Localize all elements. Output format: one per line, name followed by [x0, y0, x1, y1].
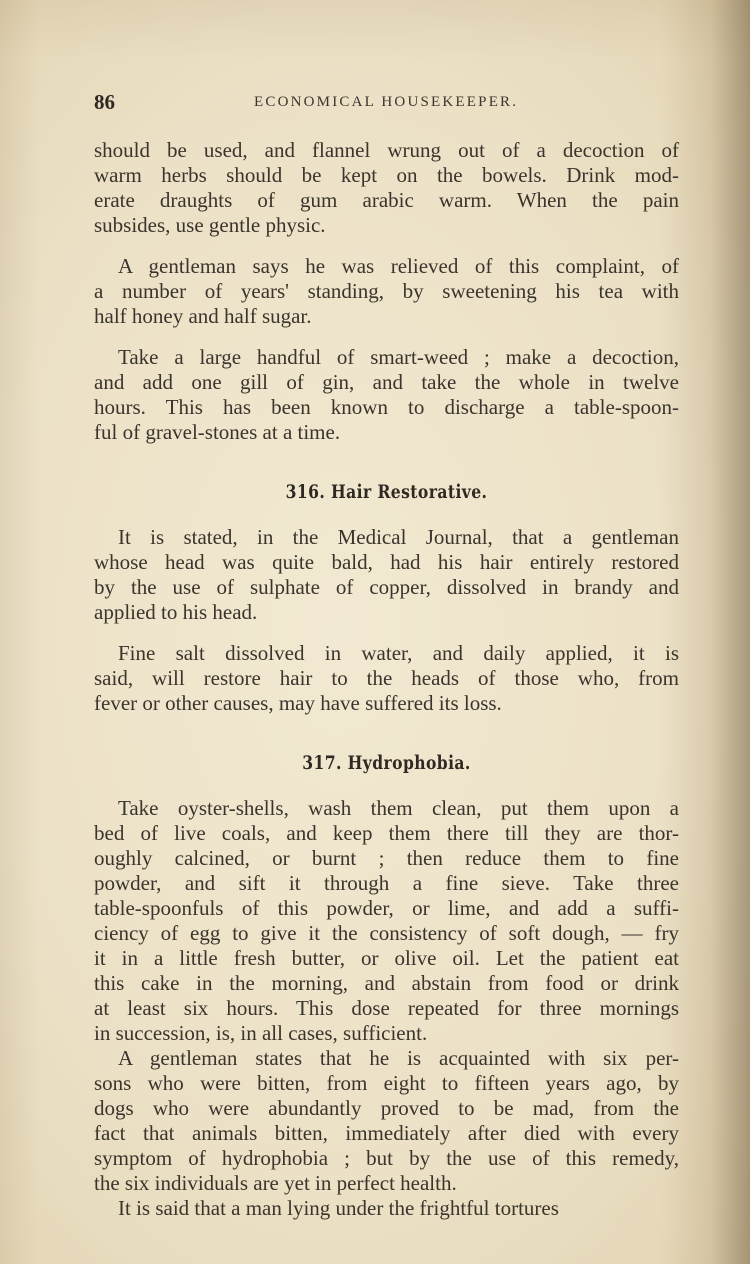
paragraph	[94, 1046, 679, 1196]
paragraph	[94, 1196, 679, 1221]
text-line: ciency of egg to give it the consistency of soft dough, — fry	[94, 921, 679, 945]
text-line: A gentleman states that he is acquainted with six per-	[118, 1046, 679, 1070]
text-line: Take a large handful of smart-weed ; make a decoction,	[118, 345, 679, 369]
running-head	[94, 90, 679, 118]
text-line: table-spoonfuls of this powder, or lime, and add a suffi-	[94, 896, 679, 920]
text-line: this cake in the morning, and abstain from food or drink	[94, 971, 679, 995]
text-line: Fine salt dissolved in water, and daily applied, it is	[118, 641, 679, 665]
section-heading: 317. Hydrophobia.	[302, 752, 471, 774]
text-line: applied to his head.	[94, 600, 258, 624]
text-line: It is stated, in the Medical Journal, that a gentleman	[118, 525, 679, 549]
text-line: oughly calcined, or burnt ; then reduce them to fine	[94, 846, 679, 870]
text-line: it in a little fresh butter, or olive oil. Let the patient eat	[94, 946, 679, 970]
text-line: powder, and sift it through a fine sieve. Take three	[94, 871, 679, 895]
page-body	[94, 138, 679, 1221]
text-line: said, will restore hair to the heads of those who, from	[94, 666, 679, 690]
text-line: whose head was quite bald, had his hair entirely restored	[94, 550, 679, 574]
text-line: subsides, use gentle physic.	[94, 213, 326, 237]
text-line: half honey and half sugar.	[94, 304, 312, 328]
text-line: should be used, and flannel wrung out of a decoction of	[94, 138, 679, 162]
text-line: at least six hours. This dose repeated for three mornings	[94, 996, 679, 1020]
paragraph	[94, 641, 679, 716]
running-title: ECONOMICAL HOUSEKEEPER.	[254, 94, 519, 110]
section-heading: 316. Hair Restorative.	[285, 481, 488, 503]
text-line: erate draughts of gum arabic warm. When the pain	[94, 188, 679, 212]
text-line: by the use of sulphate of copper, dissolved in brandy and	[94, 575, 679, 599]
text-line: warm herbs should be kept on the bowels. Drink mod-	[94, 163, 679, 187]
text-line: sons who were bitten, from eight to fifteen years ago, by	[94, 1071, 679, 1095]
text-line: fever or other causes, may have suffered its loss.	[94, 691, 502, 715]
paragraph	[94, 525, 679, 625]
page-number: 86	[94, 90, 115, 114]
text-line: dogs who were abundantly proved to be mad, from the	[94, 1096, 679, 1120]
paragraph	[94, 138, 679, 238]
text-line: and add one gill of gin, and take the whole in twelve	[94, 370, 679, 394]
paragraph	[94, 345, 679, 445]
text-line: It is said that a man lying under the frightful tortures	[118, 1196, 559, 1220]
text-line: ful of gravel-stones at a time.	[94, 420, 341, 444]
text-line: symptom of hydrophobia ; but by the use of this remedy,	[94, 1146, 679, 1170]
text-line: the six individuals are yet in perfect health.	[94, 1171, 457, 1195]
text-line: hours. This has been known to discharge a table-spoon-	[94, 395, 679, 419]
text-line: in succession, is, in all cases, sufficient.	[94, 1021, 428, 1045]
text-line: A gentleman says he was relieved of this complaint, of	[118, 254, 679, 278]
text-line: bed of live coals, and keep them there till they are thor-	[94, 821, 679, 845]
paragraph	[94, 796, 679, 1046]
text-line: fact that animals bitten, immediately after died with every	[94, 1121, 679, 1145]
text-line: a number of years' standing, by sweetening his tea with	[94, 279, 679, 303]
paragraph	[94, 254, 679, 329]
text-line: Take oyster-shells, wash them clean, put them upon a	[118, 796, 679, 820]
